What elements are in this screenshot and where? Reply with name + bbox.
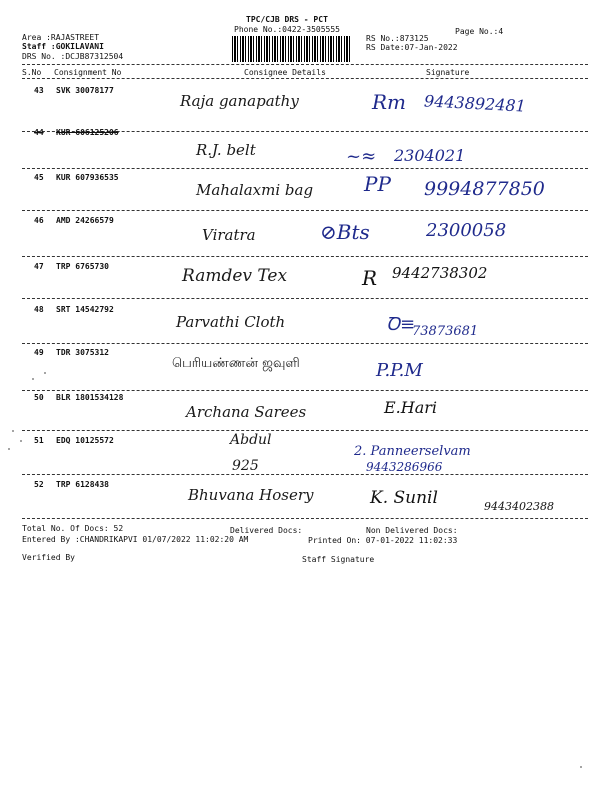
signature-phone: 9994877850	[424, 178, 545, 200]
signature-name: K. Sunil	[370, 488, 438, 508]
scan-speck	[580, 766, 582, 768]
row-sno: 45	[34, 173, 44, 182]
row-consignment: SVK 30078177	[56, 86, 114, 95]
consignee-name: Parvathi Cloth	[176, 313, 286, 331]
staff-signature: Staff Signature	[302, 555, 375, 564]
row-sno: 51	[34, 436, 44, 445]
row-divider	[22, 210, 588, 211]
signature-number: 2304021	[394, 146, 466, 165]
signature-mark: R	[362, 266, 378, 290]
consignee-name: Mahalaxmi bag	[196, 181, 314, 199]
scan-speck	[44, 372, 46, 374]
area-label: Area :RAJASTREET	[22, 33, 100, 42]
row-divider	[22, 298, 588, 299]
consignee-name: Raja ganapathy	[180, 92, 299, 110]
row-divider	[22, 343, 588, 344]
row-sno: 49	[34, 348, 44, 357]
non-delivered-docs: Non Delivered Docs:	[366, 526, 458, 535]
signature-mark: ⊘Bts	[320, 220, 370, 244]
row-sno: 44	[34, 128, 44, 137]
row-consignment: AMD 24266579	[56, 216, 114, 225]
consignee-name: Viratra	[202, 226, 256, 244]
row-consignment: TDR 3075312	[56, 348, 109, 357]
consignee-name: பெரியண்ணன் ஜவுளி	[172, 356, 300, 371]
consignee-name: Bhuvana Hosery	[188, 486, 314, 504]
rs-number: RS No.:873125	[366, 34, 429, 43]
row-divider	[22, 430, 588, 431]
scan-speck	[32, 378, 34, 380]
row-divider	[22, 518, 588, 519]
signature-phone: 9443286966	[366, 460, 443, 474]
row-sno: 50	[34, 393, 44, 402]
signature-number: 73873681	[412, 324, 479, 339]
row-consignment: BLR 1801534128	[56, 393, 124, 402]
entered-by: Entered By :CHANDRIKAPVI 01/07/2022 11:02:20 AM	[22, 535, 249, 544]
delivered-docs: Delivered Docs:	[230, 526, 303, 535]
row-consignment: KUR 607936535	[56, 173, 119, 182]
signature-name: 2. Panneerselvam	[354, 444, 471, 459]
page-number: Page No.:4	[455, 27, 504, 36]
scan-speck	[20, 440, 22, 442]
verified-by: Verified By	[22, 553, 75, 562]
row-divider	[22, 390, 588, 391]
signature-text: E.Hari	[384, 398, 438, 417]
phone-number: Phone No.:0422-3505555	[234, 25, 340, 34]
drs-number: DRS No. :DCJB87312504	[22, 52, 124, 61]
printed-on: Printed On: 07-01-2022 11:02:33	[308, 536, 458, 545]
signature-mark: PP	[364, 172, 391, 196]
document-title: TPC/CJB DRS - PCT	[246, 15, 328, 24]
consignee-code: 925	[232, 458, 259, 474]
scan-speck	[12, 430, 14, 432]
row-consignment: EDQ 10125572	[56, 436, 114, 445]
col-consignee: Consignee Details	[244, 68, 326, 77]
consignee-name: R.J. belt	[196, 141, 256, 159]
row-sno: 46	[34, 216, 44, 225]
signature-number: 2300058	[426, 220, 507, 241]
total-docs: Total No. Of Docs: 52	[22, 524, 124, 533]
row-sno: 48	[34, 305, 44, 314]
row-consignment: TRP 6128438	[56, 480, 109, 489]
signature-phone: 9443892481	[423, 91, 527, 116]
col-sno: S.No	[22, 68, 42, 77]
row-consignment: TRP 6765730	[56, 262, 109, 271]
signature-mark: Rm	[372, 90, 407, 114]
row-divider	[22, 474, 588, 475]
staff-label: Staff :GOKILAVANI	[22, 42, 104, 51]
row-sno: 43	[34, 86, 44, 95]
consignee-name: Archana Sarees	[186, 403, 307, 421]
signature-mark: Ꝺ≡	[386, 314, 416, 335]
row-consignment: SRT 14542792	[56, 305, 114, 314]
barcode-image	[232, 36, 352, 62]
consignee-name: Abdul	[230, 432, 272, 448]
signature-phone: 9443402388	[484, 500, 554, 513]
rs-date: RS Date:07-Jan-2022	[366, 43, 458, 52]
col-signature: Signature	[426, 68, 470, 77]
signature-phone: 9442738302	[392, 264, 488, 282]
row-consignment: KUR 606125206	[56, 128, 119, 137]
row-sno: 47	[34, 262, 44, 271]
divider	[22, 78, 588, 79]
row-divider	[22, 168, 588, 169]
row-divider	[22, 256, 588, 257]
scan-speck	[8, 448, 10, 450]
signature-text: P.P.M	[376, 360, 423, 381]
signature-mark: ~≈	[346, 146, 377, 167]
col-consignment: Consignment No	[54, 68, 122, 77]
divider	[22, 64, 588, 65]
row-sno: 52	[34, 480, 44, 489]
consignee-name: Ramdev Tex	[182, 266, 288, 286]
